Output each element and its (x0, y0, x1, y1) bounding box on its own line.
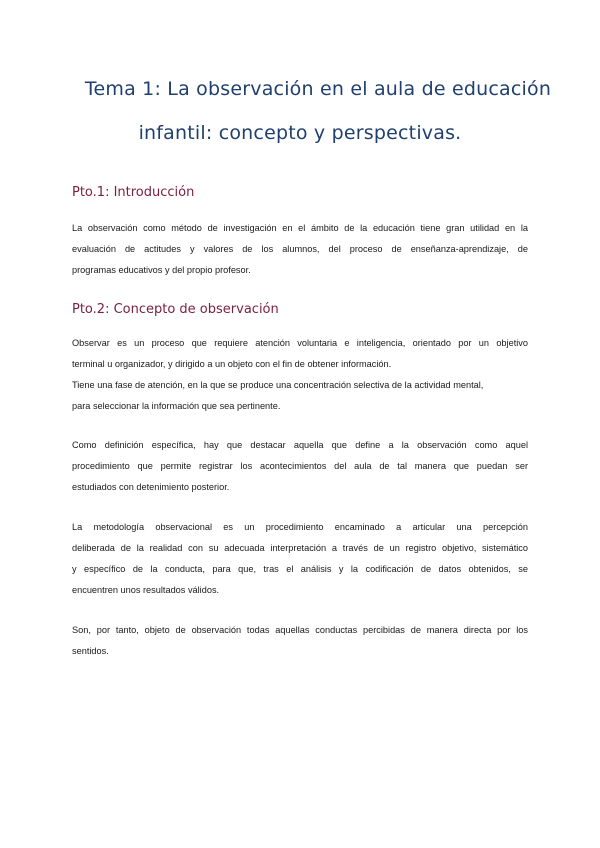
paragraph-metodologia (72, 517, 528, 601)
text-line: La metodología observacional es un procedimiento encaminado a articular una percepción (72, 522, 528, 532)
text-line: Como definición específica, hay que destacar aquella que define a la observación como aquel (72, 440, 528, 450)
paragraph-introduccion (72, 218, 528, 281)
paragraph-definicion (72, 435, 528, 498)
text-line: y específico de la conducta, para que, tras el análisis y la codificación de datos obtenidos, se (72, 564, 528, 574)
paragraph-objeto (72, 620, 528, 662)
text-line: programas educativos y del propio profesor. (72, 265, 251, 275)
text-line: La observación como método de investigación en el ámbito de la educación tiene gran utilidad en la (72, 223, 528, 233)
section-heading-introduccion: Pto.1: Introducción (72, 185, 195, 200)
text-line: sentidos. (72, 646, 109, 656)
text-line: para seleccionar la información que sea pertinente. (72, 401, 281, 411)
text-line: procedimiento que permite registrar los acontecimientos del aula de tal manera que puedan ser (72, 461, 528, 471)
document-title-line-2: infantil: concepto y perspectivas. (138, 122, 462, 144)
section-heading-concepto: Pto.2: Concepto de observación (72, 302, 279, 317)
text-line: evaluación de actitudes y valores de los alumnos, del proceso de enseñanza-aprendizaje, de (72, 244, 528, 254)
text-line: estudiados con detenimiento posterior. (72, 482, 230, 492)
text-line: Tiene una fase de atención, en la que se produce una concentración selectiva de la actividad mental, (72, 380, 484, 390)
text-line: encuentren unos resultados válidos. (72, 585, 220, 595)
text-line: deliberada de la realidad con su adecuada interpretación a través de un registro objetivo, sistemático (72, 543, 528, 553)
text-line: Son, por tanto, objeto de observación todas aquellas conductas percibidas de manera directa por los (72, 625, 528, 635)
document-title-line-1: Tema 1: La observación en el aula de educación (84, 78, 552, 100)
text-line: Observar es un proceso que requiere atención voluntaria e inteligencia, orientado por un objetivo (72, 338, 528, 348)
text-line: terminal u organizador, y dirigido a un objeto con el fin de obtener información. (72, 359, 392, 369)
paragraph-observar (72, 333, 528, 417)
